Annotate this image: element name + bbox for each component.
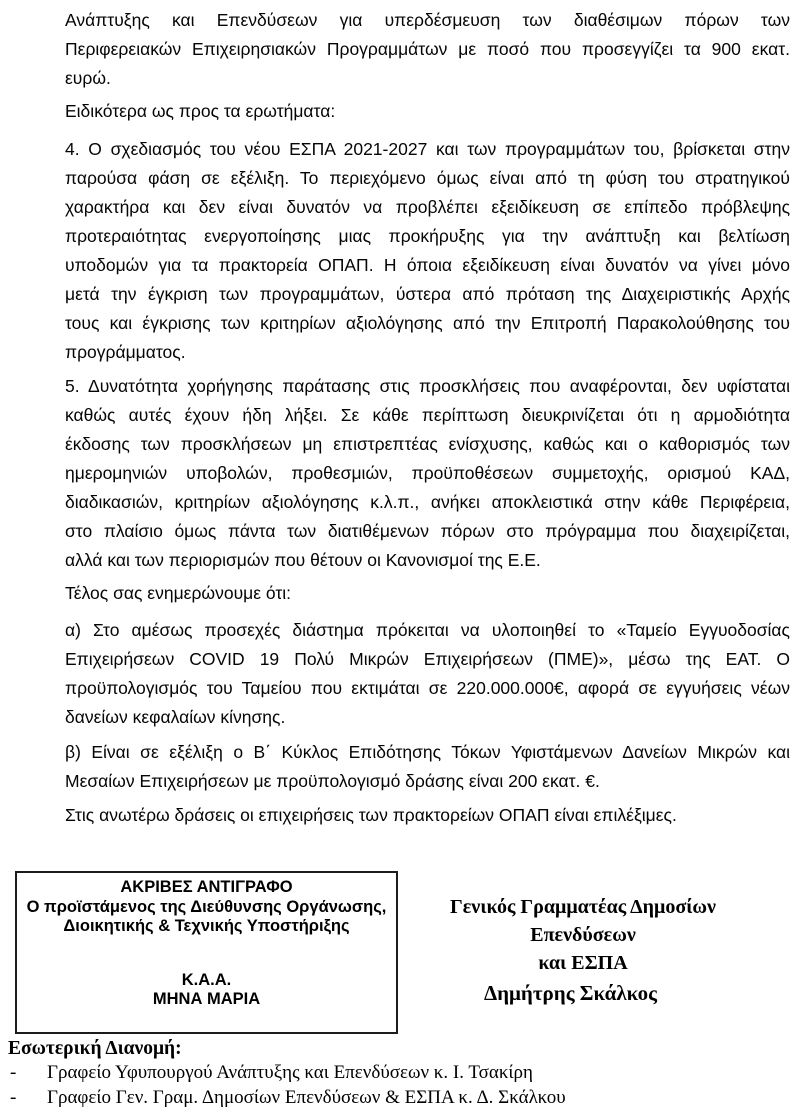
kaa-label: Κ.Α.Α. (181, 970, 232, 989)
signatory-name: Δημήτρης Σκάλκος (483, 981, 658, 1005)
certified-copy-box (15, 871, 398, 1034)
text-line: Επιχειρήσεων COVID 19 Πολύ Μικρών Επιχειρήσεων (ΠΜΕ)», μέσω της ΕΑΤ. Ο (65, 649, 790, 669)
text-line: α) Στο αμέσως προσεχές διάστημα πρόκειται να υλοποιηθεί το «Ταμείο Εγγυοδοσίας (65, 620, 790, 640)
text-line: 5. Δυνατότητα χορήγησης παράτασης στις προσκλήσεις που αναφέρονται, δεν υφίσταται (65, 376, 790, 396)
text-line: Τέλος σας ενημερώνουμε ότι: (65, 583, 292, 603)
dash-bullet: - (10, 1062, 17, 1083)
signatory-title (398, 893, 768, 977)
text-line: προγράμματος. (65, 342, 186, 362)
text-line: δανείων κεφαλαίων κίνησης. (65, 707, 286, 727)
text-line: β) Είναι σε εξέλιξη ο Β΄ Κύκλος Επιδότησης Τόκων Υφιστάμενων Δανείων Μικρών και (65, 742, 790, 762)
text-line: Ανάπτυξης και Επενδύσεων για υπερδέσμευση των διαθέσιμων πόρων των (65, 10, 790, 30)
body-paragraph (65, 6, 790, 93)
distribution-item (8, 1085, 788, 1110)
signatory-title-line1: Γενικός Γραμματέας Δημοσίων Επενδύσεων (450, 896, 716, 946)
distribution-heading: Εσωτερική Διανομή: (8, 1038, 182, 1059)
distribution-item-text: Γραφείο Γεν. Γραμ. Δημοσίων Επενδύσεων & ΕΣΠΑ κ. Δ. Σκάλκου (47, 1087, 566, 1108)
text-line: Περιφερειακών Επιχειρησιακών Προγραμμάτων με ποσό που προσεγγίζει τα 900 εκατ. (65, 39, 790, 59)
body-paragraph (65, 738, 790, 796)
text-line: προϋπολογισμός του Ταμείου που εκτιμάται σε 220.000.000€, αφορά σε εγγυήσεις νέων (65, 678, 790, 698)
text-line: 4. Ο σχεδιασμός του νέου ΕΣΠΑ 2021-2027 και των προγραμμάτων του, βρίσκεται στην (65, 139, 790, 159)
certified-copy-role-line2: Διοικητικής & Τεχνικής Υποστήριξης (63, 917, 350, 935)
text-line: καθώς αυτές έχουν ήδη λήξει. Σε κάθε περίπτωση διευκρινίζεται ότι η αρμοδιότητα (65, 405, 790, 425)
signatory-title-line2: και ΕΣΠΑ (538, 952, 628, 974)
body-paragraph (65, 616, 790, 732)
text-line: ευρώ. (65, 68, 111, 88)
signature-space (17, 937, 396, 971)
body-paragraph (65, 97, 790, 126)
distribution-item-text: Γραφείο Υφυπουργού Ανάπτυξης και Επενδύσεων κ. Ι. Τσακίρη (47, 1062, 533, 1083)
text-line: χαρακτήρα και δεν είναι δυνατόν να προβλέπει εξειδίκευση σε επίπεδο πρόβλεψης (65, 197, 790, 217)
text-line: Μεσαίων Επιχειρήσεων με προϋπολογισμό δράσης είναι 200 εκατ. €. (65, 771, 600, 791)
distribution-item (8, 1060, 788, 1085)
certifier-name: ΜΗΝΑ ΜΑΡΙΑ (152, 990, 261, 1008)
certified-copy-heading: ΑΚΡΙΒΕΣ ΑΝΤΙΓΡΑΦΟ (120, 878, 293, 896)
text-line: παρούσα φάση σε εξέλιξη. Το περιεχόμενο όμως είναι από τη φύση του στρατηγικού (65, 168, 790, 188)
text-line: Στις ανωτέρω δράσεις οι επιχειρήσεις των πρακτορείων ΟΠΑΠ είναι επιλέξιμες. (65, 805, 677, 825)
text-line: τους και έγκρισης των κριτηρίων αξιολόγησης από την Επιτροπή Παρακολούθησης του (65, 313, 790, 333)
text-line: υποδομών για τα πρακτορεία ΟΠΑΠ. Η όποια εξειδίκευση είναι δυνατόν να γίνει μόνο (65, 255, 790, 275)
text-line: μετά την έγκριση των προγραμμάτων, ύστερα από πρόταση της Διαχειριστικής Αρχής (65, 284, 790, 304)
text-line: διαδικασιών, κριτηρίων αξιολόγησης κ.λ.π., ανήκει αποκλειστικά στην κάθε Περιφέρεια, (65, 492, 790, 512)
body-paragraph (65, 579, 790, 608)
text-line: ημερομηνιών υποβολών, προθεσμιών, προϋποθέσεων συμμετοχής, ορισμού ΚΑΔ, (65, 463, 790, 483)
body-paragraph (65, 135, 790, 367)
text-line: έκδοσης των προσκλήσεων μη επιστρεπτέας ενίσχυσης, καθώς και ο καθορισμός των (65, 434, 790, 454)
certified-copy-role-line1: Ο προϊστάμενος της Διεύθυνσης Οργάνωσης, (26, 897, 387, 916)
dash-bullet: - (10, 1087, 17, 1108)
body-paragraph (65, 801, 790, 830)
text-line: προτεραιότητας ενεργοποίησης μιας προκήρυξης για την ανάπτυξη και βελτίωση (65, 226, 790, 246)
text-line: Ειδικότερα ως προς τα ερωτήματα: (65, 101, 336, 121)
text-line: στο πλαίσιο όμως πάντα των διατιθέμενων πόρων στο πρόγραμμα που διαχειρίζεται, (65, 521, 790, 541)
body-paragraph (65, 372, 790, 575)
internal-distribution (8, 1037, 788, 1110)
text-line: αλλά και των περιορισμών που θέτουν οι Κανονισμοί της Ε.Ε. (65, 550, 541, 570)
